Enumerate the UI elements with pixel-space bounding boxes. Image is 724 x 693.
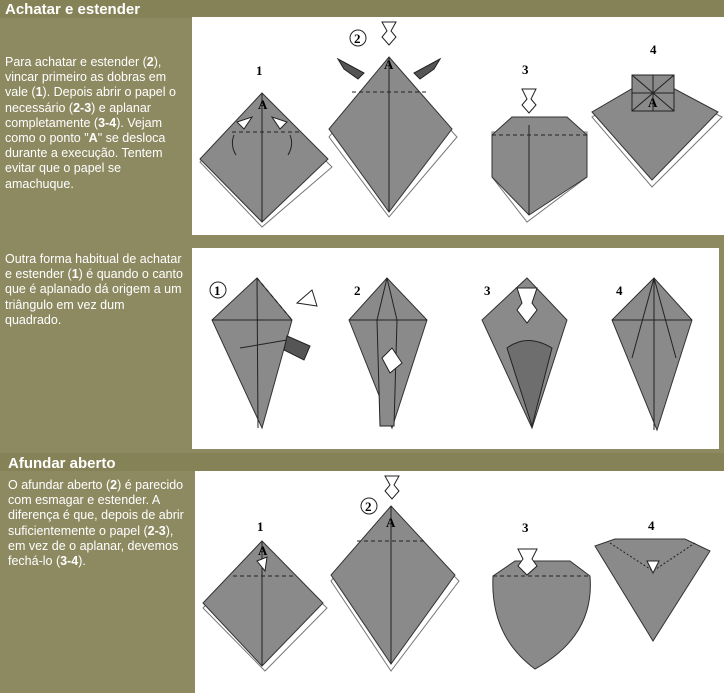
point-label: A — [258, 543, 268, 558]
step-1-diagram — [200, 63, 332, 227]
point-label: A — [648, 95, 658, 110]
section-title-achatar: Achatar e estender — [5, 1, 141, 18]
point-label: A — [386, 515, 396, 530]
step-label: 3 — [522, 520, 529, 535]
section-title-afundar: Afundar aberto — [8, 455, 116, 472]
step-label: 1 — [256, 63, 263, 78]
step-label: 4 — [616, 283, 623, 298]
diagram-panel-achatar-triangle — [192, 248, 719, 449]
step-3-diagram — [493, 520, 591, 669]
step-label: 4 — [650, 42, 657, 57]
step-label: 4 — [648, 518, 655, 533]
step-4-diagram — [612, 278, 692, 430]
paragraph-achatar-1: Para achatar e estender (2), vincar primeiro as dobras em vale (1). Depois abrir o papel o necessário (2-3) e aplanar completamente (3-4). Vejam como o ponto "A" se desloca durante a execução. Tentem evitar que o papel se amachuque. — [5, 55, 176, 191]
step-1-diagram — [210, 278, 317, 428]
step-label: 2 — [365, 499, 372, 514]
point-label: A — [258, 97, 268, 112]
step-label: 3 — [484, 283, 491, 298]
step-label: 2 — [354, 31, 361, 46]
step-4-diagram — [592, 42, 722, 187]
step-3-diagram — [482, 278, 567, 428]
paragraph-afundar: O afundar aberto (2) é parecido com esmagar e estender. A diferença é que, depois de abrir suficientemente o papel (2-3), em vez de o aplanar, devemos fechá-lo (3-4). — [8, 478, 184, 569]
step-2-diagram — [331, 476, 459, 671]
step-label: 3 — [522, 62, 529, 77]
diagram-panel-afundar — [195, 471, 724, 693]
point-label: A — [384, 57, 394, 72]
step-4-diagram — [595, 518, 710, 641]
diagram-panel-achatar-square — [192, 17, 724, 235]
step-label: 1 — [214, 283, 221, 298]
step-3-diagram — [492, 62, 587, 222]
step-label: 2 — [354, 283, 361, 298]
step-label: 1 — [257, 519, 264, 534]
paragraph-achatar-2: Outra forma habitual de achatar e estender (1) é quando o canto que é aplanado dá origem a um triângulo em vez dum quadrado. — [5, 252, 183, 327]
step-2-diagram — [349, 278, 427, 428]
step-1-diagram — [203, 519, 327, 671]
step-2-diagram — [329, 22, 457, 217]
